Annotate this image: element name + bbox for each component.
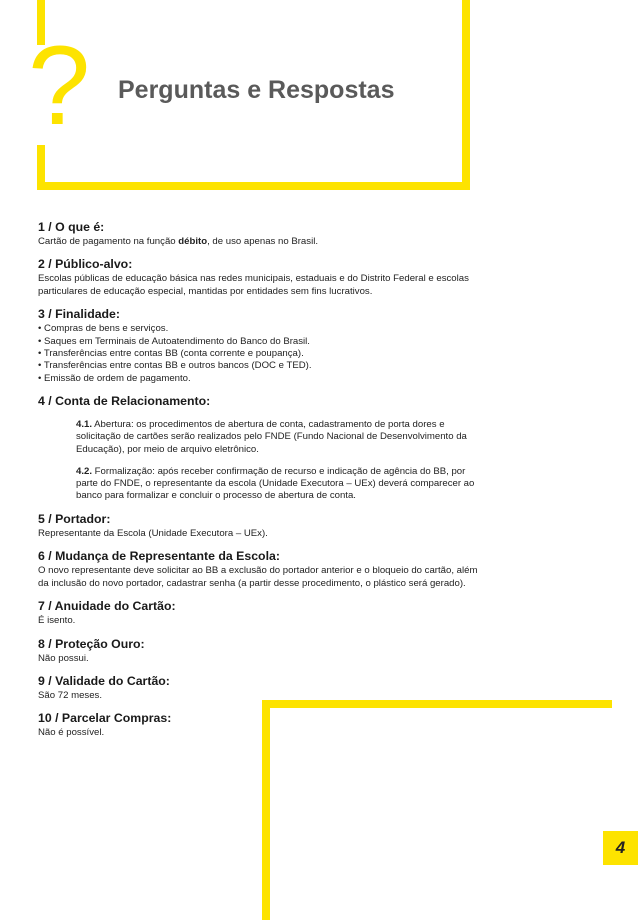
faq-section-9 [38, 674, 478, 702]
page-title: Perguntas e Respostas [118, 76, 395, 104]
section-heading: 8 / Proteção Ouro: [38, 636, 145, 651]
faq-section-6 [38, 549, 478, 590]
section-heading: 9 / Validade do Cartão: [38, 673, 170, 688]
section-heading: 10 / Parcelar Compras: [38, 711, 172, 726]
subsection-4-2: 4.2. Formalização: após receber confirmação de recurso e indicação de agência do BB, por parte do FNDE, o representante da escola (Unidade Executora – UEx) deverá comparecer ao banco para formalizar e concluir o processo de abertura de conta. [76, 465, 475, 502]
faq-content [38, 220, 478, 749]
faq-section-8 [38, 637, 478, 665]
list-item: • Emissão de ordem de pagamento. [38, 372, 191, 384]
section-heading: 4 / Conta de Relacionamento: [38, 394, 211, 409]
bullet-list [38, 323, 478, 385]
list-item: • Transferências entre contas BB e outros bancos (DOC e TED). [38, 360, 312, 372]
section-heading: 7 / Anuidade do Cartão: [38, 599, 176, 614]
section-text: Representante da Escola (Unidade Executora – UEx). [38, 527, 268, 539]
section-text: É isento. [38, 615, 76, 627]
section-text: Cartão de pagamento na função débito, de uso apenas no Brasil. [38, 236, 318, 247]
faq-section-4 [38, 394, 478, 503]
question-mark-icon: ? [28, 23, 91, 148]
section-text: São 72 meses. [38, 689, 102, 701]
list-item: • Saques em Terminais de Autoatendimento do Banco do Brasil. [38, 335, 310, 347]
section-heading: 1 / O que é: [38, 220, 105, 234]
section-text: Não é possível. [38, 727, 105, 739]
faq-section-7 [38, 599, 478, 627]
section-text: Escolas públicas de educação básica nas redes municipais, estaduais e do Distrito Federal e escolas particulares de educação especial, mantidas por entidades sem fins lucrativos. [38, 273, 469, 297]
faq-section-5 [38, 512, 478, 540]
section-text: Não possui. [38, 652, 89, 664]
subsection-4-1: 4.1. Abertura: os procedimentos de abertura de conta, cadastramento de porta dores e solicitação de cartões serão realizados pelo FNDE (Fundo Nacional de Desenvolvimento da Educação), por meio de arquivo eletrônico. [76, 418, 467, 455]
list-item: • Compras de bens e serviços. [38, 323, 169, 335]
page-number: 4 [603, 831, 638, 865]
list-item: • Transferências entre contas BB (conta corrente e poupança). [38, 348, 304, 360]
section-heading: 2 / Público-alvo: [38, 257, 133, 272]
faq-section-10 [38, 711, 478, 739]
section-heading: 5 / Portador: [38, 511, 111, 526]
section-text: O novo representante deve solicitar ao BB a exclusão do portador anterior e o bloqueio do cartão, além da inclusão do novo portador, cadastrar senha (a partir desse procedimento, o plástico será gerado). [38, 565, 478, 589]
section-heading: 3 / Finalidade: [38, 307, 120, 322]
section-heading: 6 / Mudança de Representante da Escola: [38, 549, 280, 564]
faq-section-2 [38, 257, 478, 298]
faq-section-3 [38, 307, 478, 385]
faq-section-1 [38, 220, 478, 248]
